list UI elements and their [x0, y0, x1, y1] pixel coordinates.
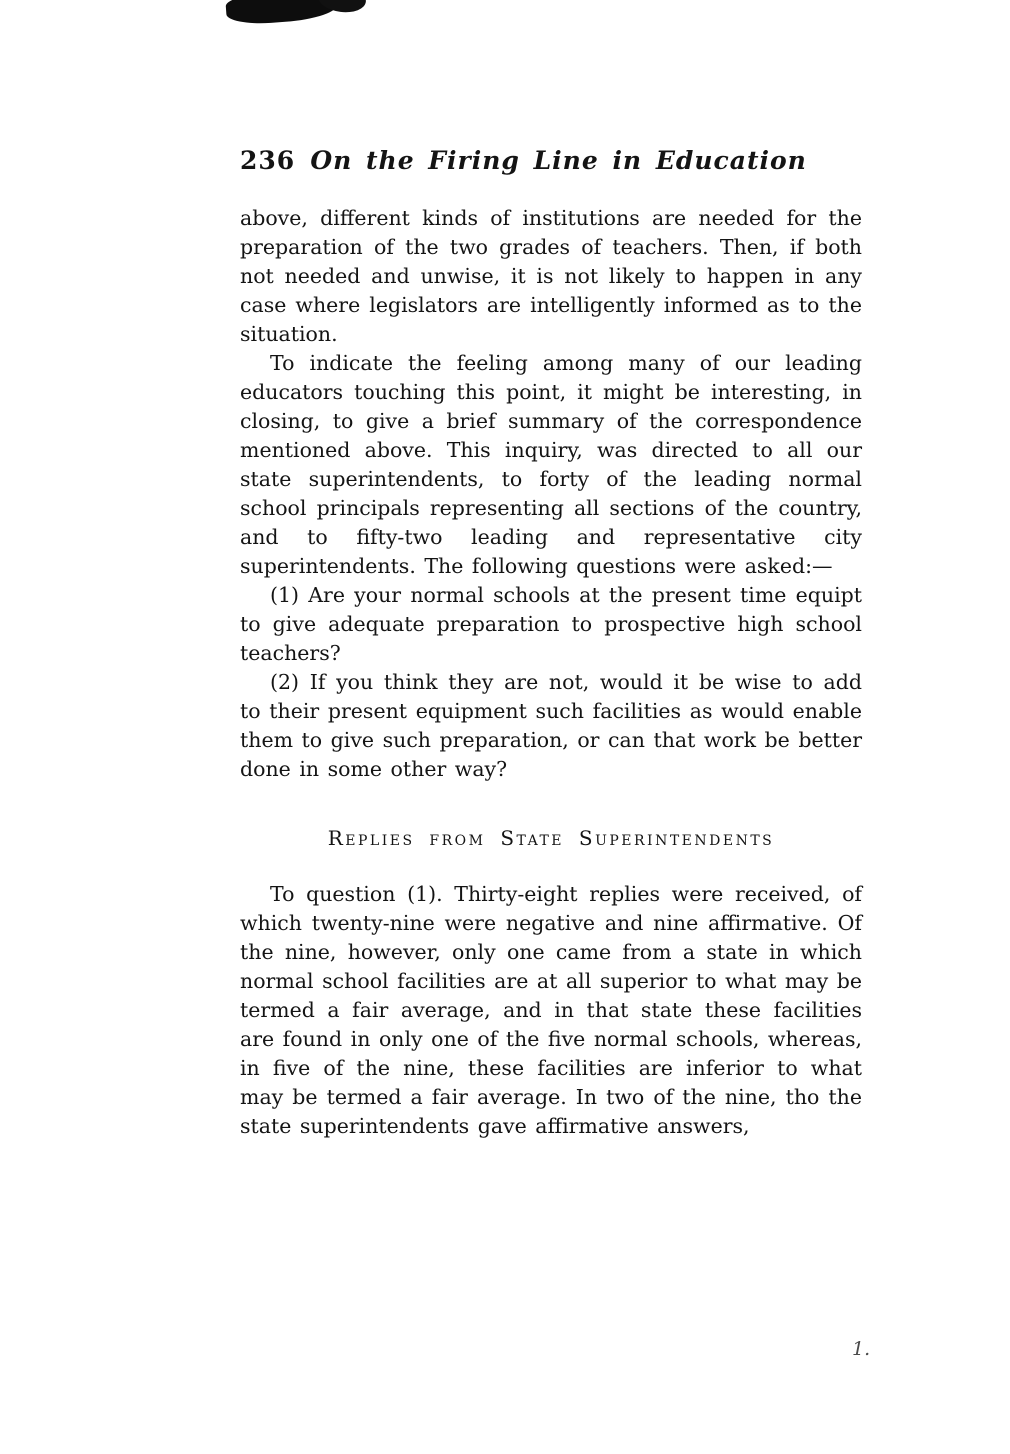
- paragraph: above, different kinds of institutions are needed for the preparation of the two grades of teachers. Then, if both not needed and unwise, it is not likely to happen in any case where legislators are intelligently informed as to the situation.: [240, 206, 862, 346]
- paragraph-question-2: (2) If you think they are not, would it be wise to add to their present equipment such facilities as would enable them to give such preparation, or can that work be better done in some other way?: [240, 670, 862, 781]
- scan-artifact: 1.: [852, 1338, 871, 1360]
- paragraph-question-1: (1) Are your normal schools at the present time equipt to give adequate preparation to prospective high school teachers?: [240, 583, 862, 665]
- page-number: 236: [240, 146, 296, 175]
- paragraph: To question (1). Thirty-eight replies were received, of which twenty-nine were negative and nine affirmative. Of the nine, however, only one came from a state in which normal school facilities are at all superior to what may be termed a fair average, and in that state these facilities are found in only one of the five normal schools, whereas, in five of the nine, these facilities are inferior to what may be termed a fair average. In two of the nine, tho the state superintendents gave affirmative answers,: [240, 882, 862, 1138]
- page-body: [240, 204, 862, 1141]
- section-heading: Replies from State Superintendents: [327, 826, 775, 850]
- paragraph: To indicate the feeling among many of our leading educators touching this point, it might be interesting, in closing, to give a brief summary of the correspondence mentioned above. This inquiry, was directed to all our state superintendents, to forty of the leading normal school principals representing all sections of the country, and to fifty-two leading and representative city superintendents. The following questions were asked:—: [240, 351, 862, 578]
- page-header: [240, 146, 862, 175]
- running-title: On the Firing Line in Education: [310, 146, 807, 175]
